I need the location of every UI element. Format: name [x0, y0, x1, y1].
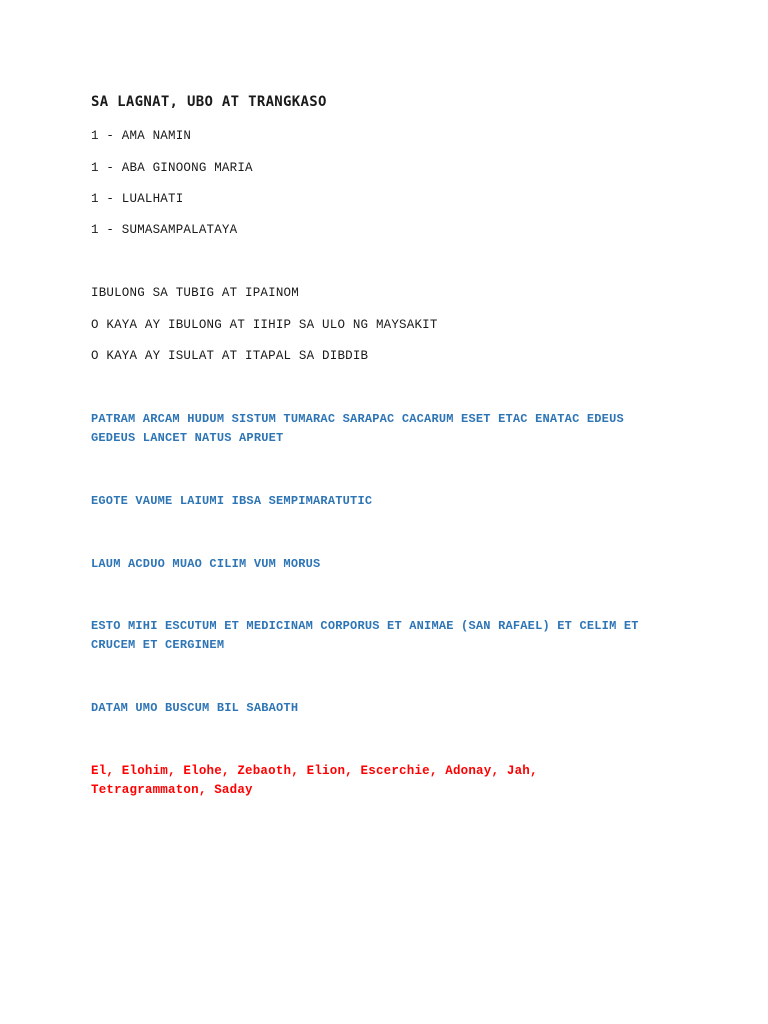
oration-paragraph: LAUM ACDUO MUAO CILIM VUM MORUS [91, 557, 321, 571]
oration-paragraph: DATAM UMO BUSCUM BIL SABAOTH [91, 701, 299, 715]
instruction-line: O KAYA AY IBULONG AT IIHIP SA ULO NG MAYSAKIT [91, 318, 438, 332]
prayer-line: 1 - ABA GINOONG MARIA [91, 161, 253, 175]
instruction-line: O KAYA AY ISULAT AT ITAPAL SA DIBDIB [91, 349, 369, 363]
document-title: SA LAGNAT, UBO AT TRANGKASO [91, 94, 327, 110]
divine-names-paragraph: El, Elohim, Elohe, Zebaoth, Elion, Escerchie, Adonay, Jah, Tetragrammaton, Saday [91, 764, 538, 797]
instruction-line: IBULONG SA TUBIG AT IPAINOM [91, 286, 299, 300]
oration-paragraph: PATRAM ARCAM HUDUM SISTUM TUMARAC SARAPAC CACARUM ESET ETAC ENATAC EDEUS GEDEUS LANCET NATUS APRUET [91, 412, 624, 445]
prayer-line: 1 - AMA NAMIN [91, 129, 192, 143]
prayer-line: 1 - LUALHATI [91, 192, 184, 206]
oration-paragraph: EGOTE VAUME LAIUMI IBSA SEMPIMARATUTIC [91, 494, 373, 508]
prayer-line: 1 - SUMASAMPALATAYA [91, 223, 238, 237]
oration-paragraph: ESTO MIHI ESCUTUM ET MEDICINAM CORPORUS ET ANIMAE (SAN RAFAEL) ET CELIM ET CRUCEM ET CERGINEM [91, 619, 639, 652]
